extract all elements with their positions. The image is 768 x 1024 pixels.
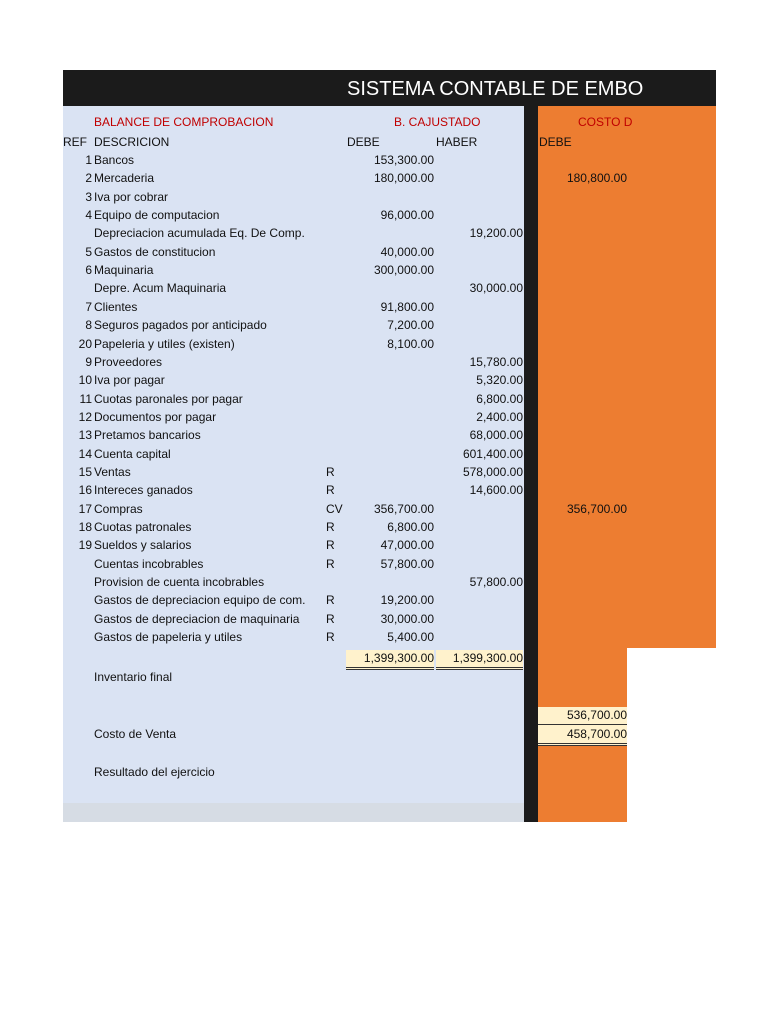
table-row bbox=[0, 188, 768, 206]
row-debe: 91,800.00 bbox=[380, 299, 434, 314]
costo-subtotal: 536,700.00 bbox=[538, 707, 627, 727]
row-ref: 20 bbox=[78, 336, 92, 351]
table-row bbox=[0, 390, 768, 408]
row-ref: 5 bbox=[85, 244, 92, 259]
row-debe: 96,000.00 bbox=[380, 208, 434, 223]
row-flag: R bbox=[326, 464, 335, 479]
table-row bbox=[0, 445, 768, 463]
row-description: Gastos de papeleria y utiles bbox=[94, 630, 243, 645]
table-row bbox=[0, 408, 768, 426]
row-flag: R bbox=[326, 630, 335, 645]
total-debe: 1,399,300.00 bbox=[346, 650, 434, 670]
table-row bbox=[0, 371, 768, 389]
table-row bbox=[0, 463, 768, 481]
row-description: Bancos bbox=[94, 153, 135, 167]
row-flag: R bbox=[326, 520, 335, 534]
row-description: Depre. Acum Maquinaria bbox=[94, 281, 227, 296]
table-row bbox=[0, 279, 768, 297]
row-flag: R bbox=[326, 611, 335, 626]
table-row bbox=[0, 500, 768, 518]
row-ref: 18 bbox=[78, 520, 92, 534]
row-description: Gastos de depreciacion de maquinaria bbox=[94, 611, 300, 626]
table-row bbox=[0, 426, 768, 444]
table-row bbox=[0, 151, 768, 169]
row-haber: 57,800.00 bbox=[469, 575, 523, 590]
row-description: Mercaderia bbox=[94, 171, 155, 186]
haber-column-header: HABER bbox=[436, 135, 478, 149]
row-description: Cuentas incobrables bbox=[94, 556, 204, 571]
row-ref: 13 bbox=[78, 428, 92, 443]
row-description: Iva por cobrar bbox=[94, 189, 169, 204]
table-row bbox=[0, 610, 768, 628]
row-haber: 30,000.00 bbox=[469, 281, 523, 296]
row-ref: 15 bbox=[78, 464, 92, 479]
total-haber: 1,399,300.00 bbox=[436, 650, 523, 670]
table-row bbox=[0, 206, 768, 224]
table-row bbox=[0, 298, 768, 316]
row-description: Documentos por pagar bbox=[94, 409, 217, 424]
row-haber: 19,200.00 bbox=[469, 226, 523, 241]
b-cajustado-header: B. CAJUSTADO bbox=[394, 115, 481, 129]
row-ref: 16 bbox=[78, 483, 92, 498]
row-debe: 356,700.00 bbox=[373, 501, 434, 516]
table-row bbox=[0, 518, 768, 536]
row-costo-debe: 356,700.00 bbox=[566, 501, 627, 516]
sheet-title: SISTEMA CONTABLE DE EMBO bbox=[347, 78, 644, 100]
row-ref: 8 bbox=[85, 318, 92, 333]
row-description: Proveedores bbox=[94, 354, 163, 369]
row-description: Seguros pagados por anticipado bbox=[94, 318, 267, 333]
row-flag: CV bbox=[326, 501, 343, 516]
row-flag: R bbox=[326, 483, 335, 498]
row-haber: 15,780.00 bbox=[469, 354, 523, 369]
table-row bbox=[0, 243, 768, 261]
row-description: Depreciacion acumulada Eq. De Comp. bbox=[94, 226, 305, 241]
table-row bbox=[0, 628, 768, 646]
row-debe: 30,000.00 bbox=[380, 611, 434, 626]
costo-debe-column-header: DEBE bbox=[539, 135, 572, 149]
row-ref: 4 bbox=[85, 208, 92, 223]
row-description: Gastos de constitucion bbox=[94, 244, 216, 259]
row-debe: 6,800.00 bbox=[387, 520, 434, 534]
row-ref: 17 bbox=[78, 501, 92, 516]
row-description: Iva por pagar bbox=[94, 373, 165, 388]
row-description: Cuotas patronales bbox=[94, 520, 192, 534]
row-haber: 14,600.00 bbox=[469, 483, 523, 498]
row-ref: 1 bbox=[85, 153, 92, 167]
table-row bbox=[0, 573, 768, 591]
resultado-ejercicio-label: Resultado del ejercicio bbox=[94, 765, 215, 779]
debe-column-header: DEBE bbox=[347, 135, 380, 149]
table-row bbox=[0, 169, 768, 187]
row-description: Equipo de computacion bbox=[94, 208, 220, 223]
row-debe: 180,000.00 bbox=[373, 171, 434, 186]
table-row bbox=[0, 261, 768, 279]
row-debe: 8,100.00 bbox=[387, 336, 434, 351]
row-flag: R bbox=[326, 538, 335, 553]
row-description: Cuotas paronales por pagar bbox=[94, 391, 243, 406]
row-debe: 40,000.00 bbox=[380, 244, 434, 259]
column-header-row bbox=[0, 133, 768, 151]
table-row bbox=[0, 536, 768, 554]
costo-de-venta-value: 458,700.00 bbox=[538, 726, 627, 746]
balance-panel-footer bbox=[63, 803, 524, 822]
table-row bbox=[0, 555, 768, 573]
table-row bbox=[0, 224, 768, 242]
row-haber: 68,000.00 bbox=[469, 428, 523, 443]
row-haber: 5,320.00 bbox=[476, 373, 523, 388]
row-ref: 12 bbox=[78, 409, 92, 424]
row-debe: 47,000.00 bbox=[380, 538, 434, 553]
balance-section-header: BALANCE DE COMPROBACION bbox=[94, 115, 274, 129]
table-row bbox=[0, 316, 768, 334]
row-haber: 6,800.00 bbox=[476, 391, 523, 406]
row-description: Papeleria y utiles (existen) bbox=[94, 336, 235, 351]
row-description: Ventas bbox=[94, 464, 131, 479]
row-ref: 6 bbox=[85, 263, 92, 278]
row-ref: 9 bbox=[85, 354, 92, 369]
row-description: Sueldos y salarios bbox=[94, 538, 192, 553]
row-costo-debe: 180,800.00 bbox=[566, 171, 627, 186]
row-description: Gastos de depreciacion equipo de com. bbox=[94, 593, 306, 608]
row-ref: 3 bbox=[85, 189, 92, 204]
row-ref: 2 bbox=[85, 171, 92, 186]
row-description: Provision de cuenta incobrables bbox=[94, 575, 265, 590]
row-debe: 5,400.00 bbox=[387, 630, 434, 645]
row-description: Compras bbox=[94, 501, 143, 516]
row-ref: 11 bbox=[79, 391, 92, 406]
row-debe: 19,200.00 bbox=[380, 593, 434, 608]
row-ref: 14 bbox=[78, 446, 92, 461]
row-description: Clientes bbox=[94, 299, 138, 314]
row-description: Maquinaria bbox=[94, 263, 154, 278]
costo-de-venta-label: Costo de Venta bbox=[94, 727, 177, 741]
inventario-final-label: Inventario final bbox=[94, 670, 173, 684]
table-row bbox=[0, 481, 768, 499]
row-debe: 57,800.00 bbox=[380, 556, 434, 571]
row-ref: 19 bbox=[78, 538, 92, 553]
ref-column-header: REF bbox=[63, 135, 87, 149]
row-description: Cuenta capital bbox=[94, 446, 171, 461]
row-ref: 7 bbox=[85, 299, 92, 314]
row-ref: 10 bbox=[78, 373, 92, 388]
row-flag: R bbox=[326, 593, 335, 608]
descripcion-column-header: DESCRICION bbox=[94, 135, 170, 149]
row-haber: 2,400.00 bbox=[476, 409, 523, 424]
row-debe: 300,000.00 bbox=[373, 263, 434, 278]
table-row bbox=[0, 335, 768, 353]
table-row bbox=[0, 591, 768, 609]
row-description: Intereces ganados bbox=[94, 483, 193, 498]
row-flag: R bbox=[326, 556, 335, 571]
row-description: Pretamos bancarios bbox=[94, 428, 201, 443]
table-row bbox=[0, 353, 768, 371]
costo-section-header: COSTO D bbox=[578, 115, 633, 129]
row-debe: 7,200.00 bbox=[387, 318, 434, 333]
row-haber: 578,000.00 bbox=[462, 464, 523, 479]
row-debe: 153,300.00 bbox=[373, 153, 434, 167]
row-haber: 601,400.00 bbox=[462, 446, 523, 461]
